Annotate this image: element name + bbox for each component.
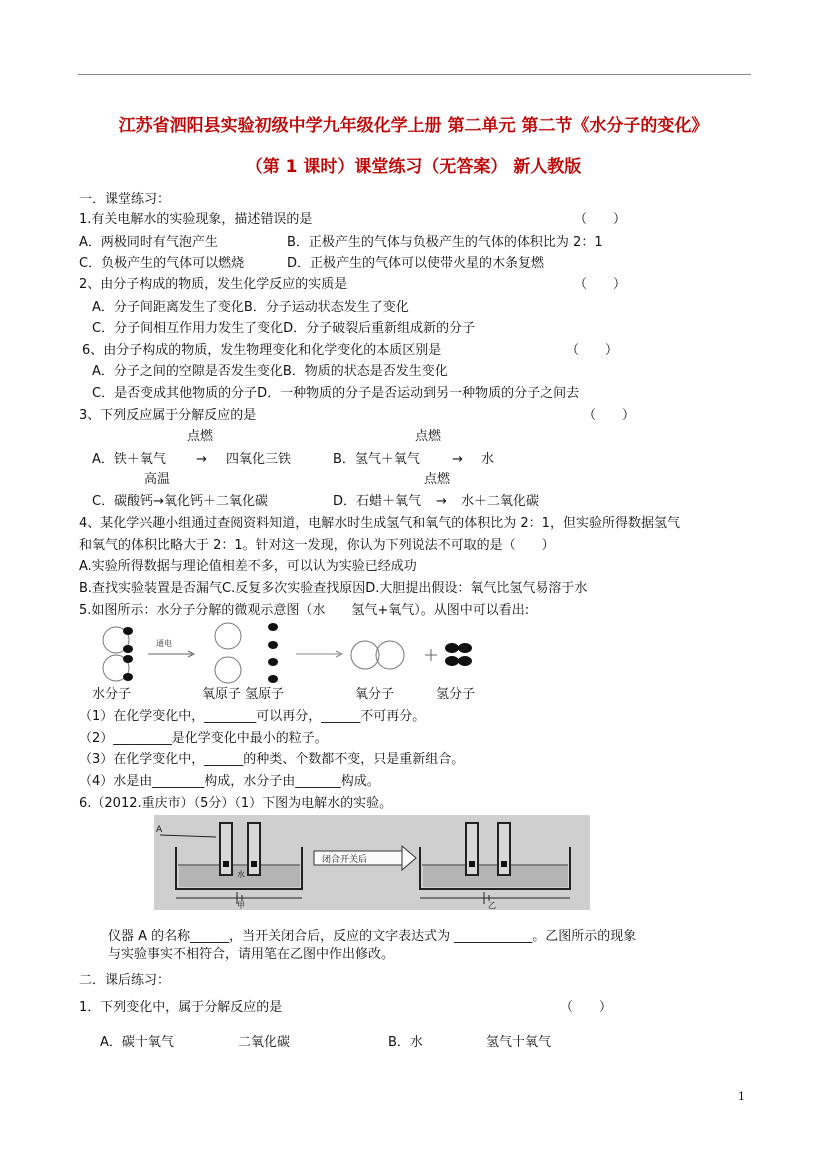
q2-options-cd: C．分子间相互作用力发生了变化D．分子破裂后重新组成新的分子 (92, 321, 476, 336)
q5-stem: 5.如图所示：水分子分解的微观示意图（水 氢气+氧气）。从图中可以看出: (79, 603, 530, 618)
q3-option-d-left: D．石蜡＋氧气 (333, 494, 422, 509)
hydrogen-molecule-icon (445, 643, 472, 653)
hydrogen-atom-icon (268, 641, 278, 649)
diagram-label-atoms: 氧原子 氢原子 (202, 687, 285, 702)
test-tube-icon (248, 823, 260, 875)
q1-stem: 1.有关电解水的实验现象，描述错误的是 (79, 212, 313, 227)
q6-answer-line2: 与实验事实不相符合，请用笔在乙图中作出修改。 (108, 947, 395, 962)
q3-condition-c: 高温 (144, 472, 171, 487)
document-title-line2: （第 1 课时）课堂练习（无答案） 新人教版 (245, 157, 582, 177)
q5-sub3: （3）在化学变化中，______的种类、个数都不变，只是重新组合。 (79, 752, 465, 767)
q4-options-bcd: B.查找实验装置是否漏气C.反复多次实验查找原因D.大胆提出假设：氧气比氢气易溶于水 (79, 581, 588, 596)
q3-option-b-arrow: → (452, 452, 463, 467)
hydrogen-atom-icon (268, 675, 278, 683)
q3-option-a-arrow: → (196, 452, 207, 467)
water-molecule-icon (103, 655, 133, 681)
water-decomposition-diagram (88, 622, 488, 684)
document-title-line1: 江苏省泗阳县实验初级中学九年级化学上册 第二单元 第二节《水分子的变化》 (118, 116, 709, 136)
p1-option-b-left: B．水 (388, 1035, 423, 1050)
test-tube-icon (498, 823, 510, 875)
diagram-label-oxygen-molecule: 氧分子 (355, 687, 395, 702)
q3-condition-d: 点燃 (424, 472, 451, 487)
p1-option-a-left: A．碳十氧气 (100, 1035, 174, 1050)
q6a-stem: 6、由分子构成的物质，发生物理变化和化学变化的本质区别是 (82, 343, 442, 358)
q3-option-b-left: B．氢气＋氧气 (333, 452, 420, 467)
q1-answer-paren: （ ） (574, 212, 627, 227)
p1-option-a-right: 二氧化碳 (238, 1035, 291, 1050)
q3-answer-paren: （ ） (583, 408, 636, 423)
q2-stem: 2、由分子构成的物质，发生化学反应的实质是 (79, 277, 348, 292)
water-molecule-icon (103, 627, 133, 653)
q6a-options-ab: A．分子之间的空隙是否发生变化B．物质的状态是否发生变化 (92, 364, 448, 379)
label-after-switch: 闭合开关后 (322, 855, 368, 865)
label-figure-right: 乙 (488, 901, 496, 910)
diagram-label-hydrogen-molecule: 氢分子 (436, 687, 476, 702)
q3-option-a-left: A．铁＋氧气 (92, 452, 166, 467)
q4-line1: 4、某化学兴趣小组通过查阅资料知道，电解水时生成氢气和氧气的体积比为 2：1，但实验所得数据氢气 (79, 516, 680, 531)
q3-option-a-right: 四氧化三铁 (226, 452, 292, 467)
q6-answer-line1: 仪器 A 的名称______，当开关闭合后，反应的文字表达式为 ____________。乙图所示的现象 (108, 929, 637, 944)
oxygen-molecule-icon (351, 641, 404, 669)
q1-option-c: C．负极产生的气体可以燃烧 (79, 256, 245, 271)
oxygen-atom-icon (215, 657, 241, 683)
q2-answer-paren: （ ） (574, 277, 627, 292)
hydrogen-molecule-icon (445, 656, 472, 666)
q3-condition-b: 点燃 (415, 429, 442, 444)
q5-sub2: （2）_________是化学变化中最小的粒子。 (79, 731, 328, 746)
hydrogen-atom-icon (268, 623, 278, 631)
diagram-label-water-molecule: 水分子 (92, 687, 132, 702)
q5-sub1: （1）在化学变化中，________可以再分，______不可再分。 (79, 709, 426, 724)
q6a-answer-paren: （ ） (566, 343, 619, 358)
q1-option-b: B．正极产生的气体与负极产生的气体的体积比为 2：1 (287, 235, 603, 250)
hydrogen-atom-icon (268, 658, 278, 666)
q3-condition-a: 点燃 (187, 429, 214, 444)
q4-option-a: A.实验所得数据与理论值相差不多，可以认为实验已经成功 (79, 559, 417, 574)
q1-option-d: D．正极产生的气体可以使带火星的木条复燃 (287, 256, 545, 271)
q1-option-a: A．两极同时有气泡产生 (79, 235, 218, 250)
arrow-label: 通电 (156, 639, 172, 648)
header-rule (78, 74, 751, 75)
page-number: 1 (738, 1090, 745, 1103)
p1-answer-paren: （ ） (560, 1000, 613, 1015)
q2-options-ab: A．分子间距离发生了变化B．分子运动状态发生了变化 (92, 300, 409, 315)
section-heading-1: 一．课堂练习： (79, 192, 171, 207)
oxygen-atom-icon (215, 623, 241, 649)
q3-option-d-arrow: → (436, 494, 447, 509)
p1-stem: 1．下列变化中，属于分解反应的是 (79, 1000, 283, 1015)
q5-sub4: （4）水是由________构成，水分子由_______构成。 (79, 774, 380, 789)
q3-option-b-right: 水 (481, 452, 495, 467)
q3-option-d-right: 水＋二氧化碳 (461, 494, 540, 509)
q6-stem: 6.（2012.重庆市）（5分）（1）下图为电解水的实验。 (79, 796, 393, 811)
section-heading-2: 二．课后练习： (79, 973, 171, 988)
q3-stem: 3、下列反应属于分解反应的是 (79, 408, 257, 423)
p1-option-b-right: 氢气十氧气 (486, 1035, 552, 1050)
label-instrument-a: A (156, 825, 163, 835)
electrolysis-apparatus-photo (154, 815, 590, 910)
label-figure-left: 甲 (237, 901, 245, 910)
test-tube-icon (466, 823, 478, 875)
label-water: 水 (237, 870, 245, 879)
q4-line2: 和氧气的体积比略大于 2：1。针对这一发现，你认为下列说法不可取的是（ ） (79, 538, 555, 553)
q3-option-c: C．碳酸钙→氧化钙＋二氧化碳 (92, 494, 268, 509)
test-tube-icon (220, 823, 232, 875)
q6a-options-cd: C．是否变成其他物质的分子D．一种物质的分子是否运动到另一种物质的分子之间去 (92, 386, 580, 401)
